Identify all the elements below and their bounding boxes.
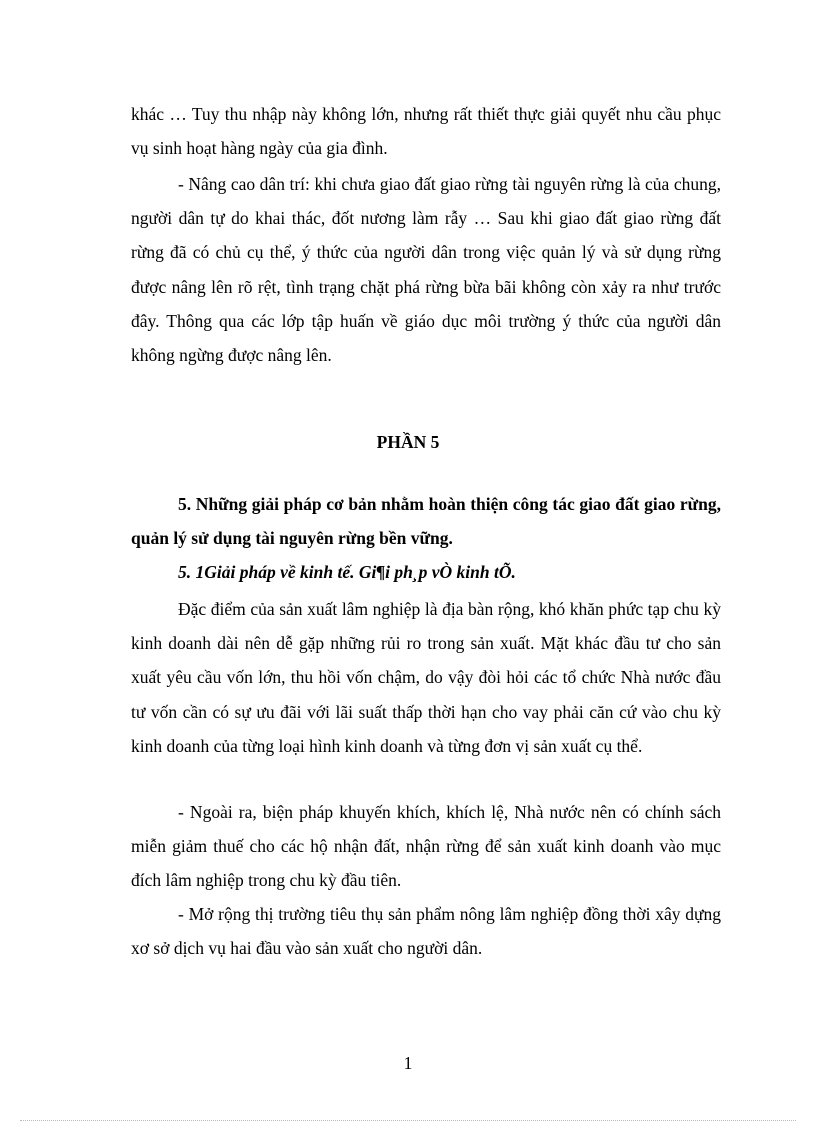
- section-heading: 5. Những giải pháp cơ bản nhằm hoàn thiện công tác giao đất giao rừng, quản lý sử dụng tài nguyên rừng bền vững.: [131, 494, 721, 549]
- paragraph-incentives: - Ngoài ra, biện pháp khuyến khích, khích lệ, Nhà nước nên có chính sách miễn giảm thuế cho các hộ nhận đất, nhận rừng để sản xuất kinh doanh vào mục đích lâm nghiệp trong chu kỳ đầu tiên.: [131, 802, 721, 891]
- page-number: 1: [403, 1053, 413, 1073]
- page-bottom-divider: [20, 1120, 796, 1121]
- paragraph-characteristics: Đặc điểm của sản xuất lâm nghiệp là địa bàn rộng, khó khăn phức tạp chu kỳ kinh doanh dài nên dễ gặp những rủi ro trong sản xuất. Mặt khác đầu tư cho sản xuất yêu cầu vốn lớn, thu hồi vốn chậm, do vậy đòi hỏi các tổ chức Nhà nước đầu tư vốn cần có sự ưu đãi với lãi suất thấp thời hạn cho vay phải căn cứ vào chu kỳ kinh doanh của từng loại hình kinh doanh và từng đơn vị sản xuất cụ thể.: [131, 599, 721, 756]
- section-title: PHẦN 5: [376, 432, 440, 452]
- subheading-economic: 5. 1Giải pháp về kinh tế. Gi¶i ph¸p vÒ kinh tÕ.: [178, 562, 516, 582]
- paragraph-income: khác … Tuy thu nhập này không lớn, nhưng rất thiết thực giải quyết nhu cầu phục vụ sinh hoạt hàng ngày của gia đình.: [131, 104, 721, 159]
- paragraph-market: - Mở rộng thị trường tiêu thụ sản phẩm nông lâm nghiệp đồng thời xây dựng xơ sở dịch vụ hai đầu vào sản xuất cho người dân.: [131, 904, 721, 959]
- paragraph-education: - Nâng cao dân trí: khi chưa giao đất giao rừng tài nguyên rừng là của chung, người dân tự do khai thác, đốt nương làm rẫy … Sau khi giao đất giao rừng đất rừng đã có chủ cụ thể, ý thức của người dân trong việc quản lý và sử dụng rừng được nâng lên rõ rệt, tình trạng chặt phá rừng bừa bãi không còn xảy ra như trước đây. Thông qua các lớp tập huấn về giáo dục môi trường ý thức của người dân không ngừng được nâng lên.: [131, 174, 721, 366]
